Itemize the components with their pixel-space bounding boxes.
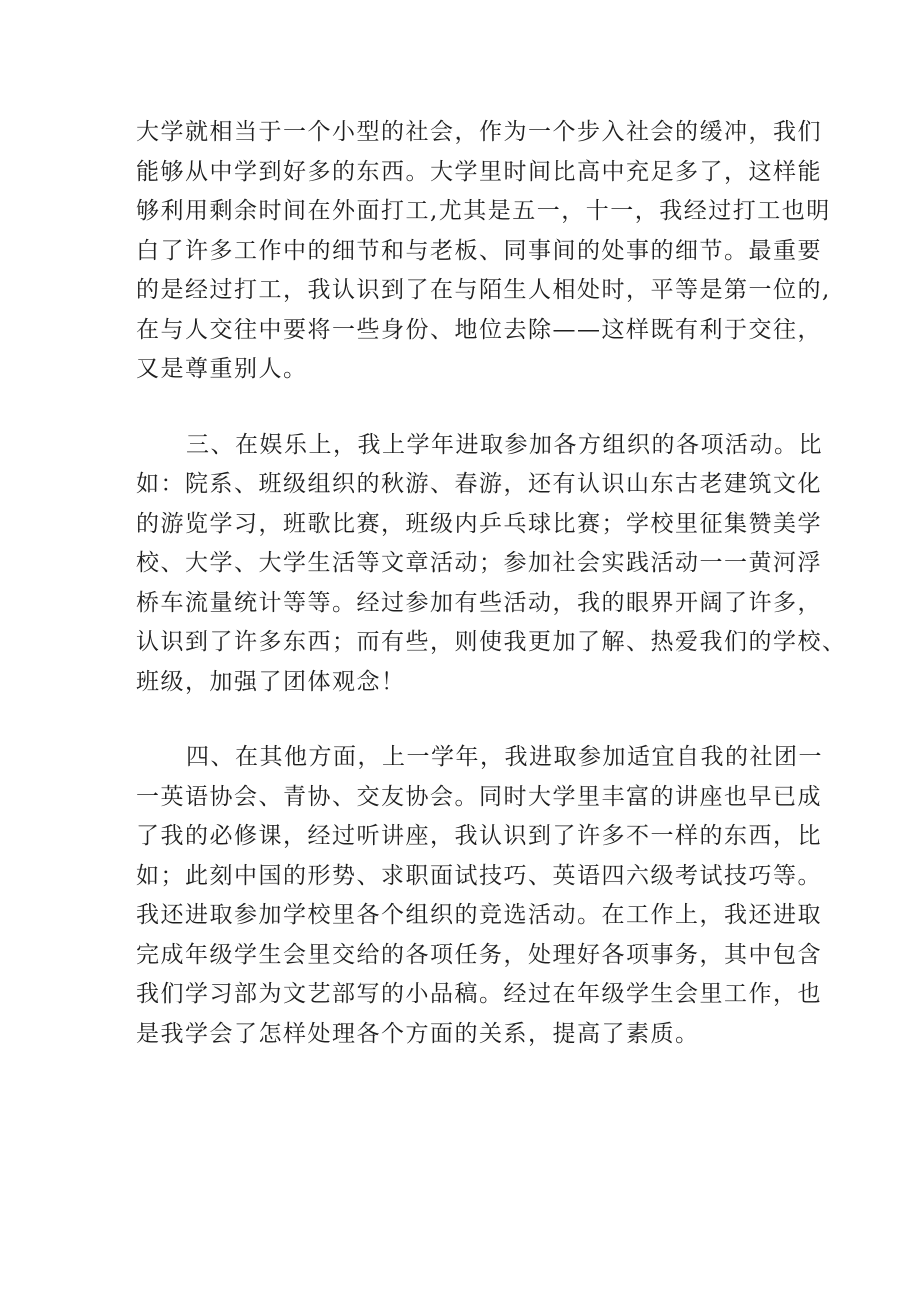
- text-line: 桥车流量统计等等。经过参加有些活动，我的眼界开阔了许多，: [136, 589, 822, 616]
- text-line: 四、在其他方面，上一学年，我进取参加适宜自我的社团一: [186, 744, 823, 770]
- text-line: 校、大学、大学生活等文章活动；参加社会实践活动一一黄河浮: [136, 550, 822, 576]
- text-line: 又是尊重别人。: [136, 356, 308, 382]
- text-line: 能够从中学到好多的东西。大学里时间比高中充足多了，这样能: [136, 158, 822, 185]
- paragraph-gap: [136, 390, 816, 426]
- text-line: 我还进取参加学校里各个组织的竞选活动。在工作上，我还进取: [136, 902, 822, 928]
- document-body: [136, 113, 847, 1054]
- text-line: 在与人交往中要将一些身份、地位去除——这样既有利于交往，: [136, 316, 822, 343]
- text-line: 认识到了许多东西；而有些，则使我更加了解、热爱我们的学校、: [136, 629, 847, 655]
- text-line: 我们学习部为文艺部写的小品稿。经过在年级学生会里工作，也: [136, 981, 822, 1007]
- text-line: 的是经过打工，我认识到了在与陌生人相处时，平等是第一位的,: [136, 277, 831, 303]
- text-line: 三、在娱乐上，我上学年进取参加各方组织的各项活动。比: [186, 431, 823, 458]
- text-line: 如；此刻中国的形势、求职面试技巧、英语四六级考试技巧等。: [136, 862, 822, 889]
- paragraph-other-aspects: [136, 738, 823, 1054]
- text-line: 如：院系、班级组织的秋游、春游，还有认识山东古老建筑文化: [136, 471, 822, 497]
- text-line: 够利用剩余时间在外面打工,尤其是五一，十一，我经过打工也明: [136, 198, 831, 224]
- text-line: 班级，加强了团体观念！: [136, 668, 406, 695]
- text-line: 是我学会了怎样处理各个方面的关系，提高了素质。: [136, 1020, 700, 1047]
- text-line: 的游览学习，班歌比赛，班级内乒乓球比赛；学校里征集赞美学: [136, 510, 822, 537]
- text-line: 一英语协会、青协、交友协会。同时大学里丰富的讲座也早已成: [136, 783, 822, 810]
- paragraph-entertainment: [136, 426, 847, 703]
- text-line: 完成年级学生会里交给的各项任务，处理好各项事务，其中包含: [136, 941, 822, 968]
- text-line: 白了许多工作中的细节和与老板、同事间的处事的细节。最重要: [136, 237, 822, 264]
- text-line: 了我的必修课，经过听讲座，我认识到了许多不一样的东西，比: [136, 823, 822, 849]
- paragraph-gap: [136, 702, 816, 738]
- text-line: 大学就相当于一个小型的社会，作为一个步入社会的缓冲，我们: [136, 119, 822, 145]
- paragraph-work-experience: [136, 113, 831, 390]
